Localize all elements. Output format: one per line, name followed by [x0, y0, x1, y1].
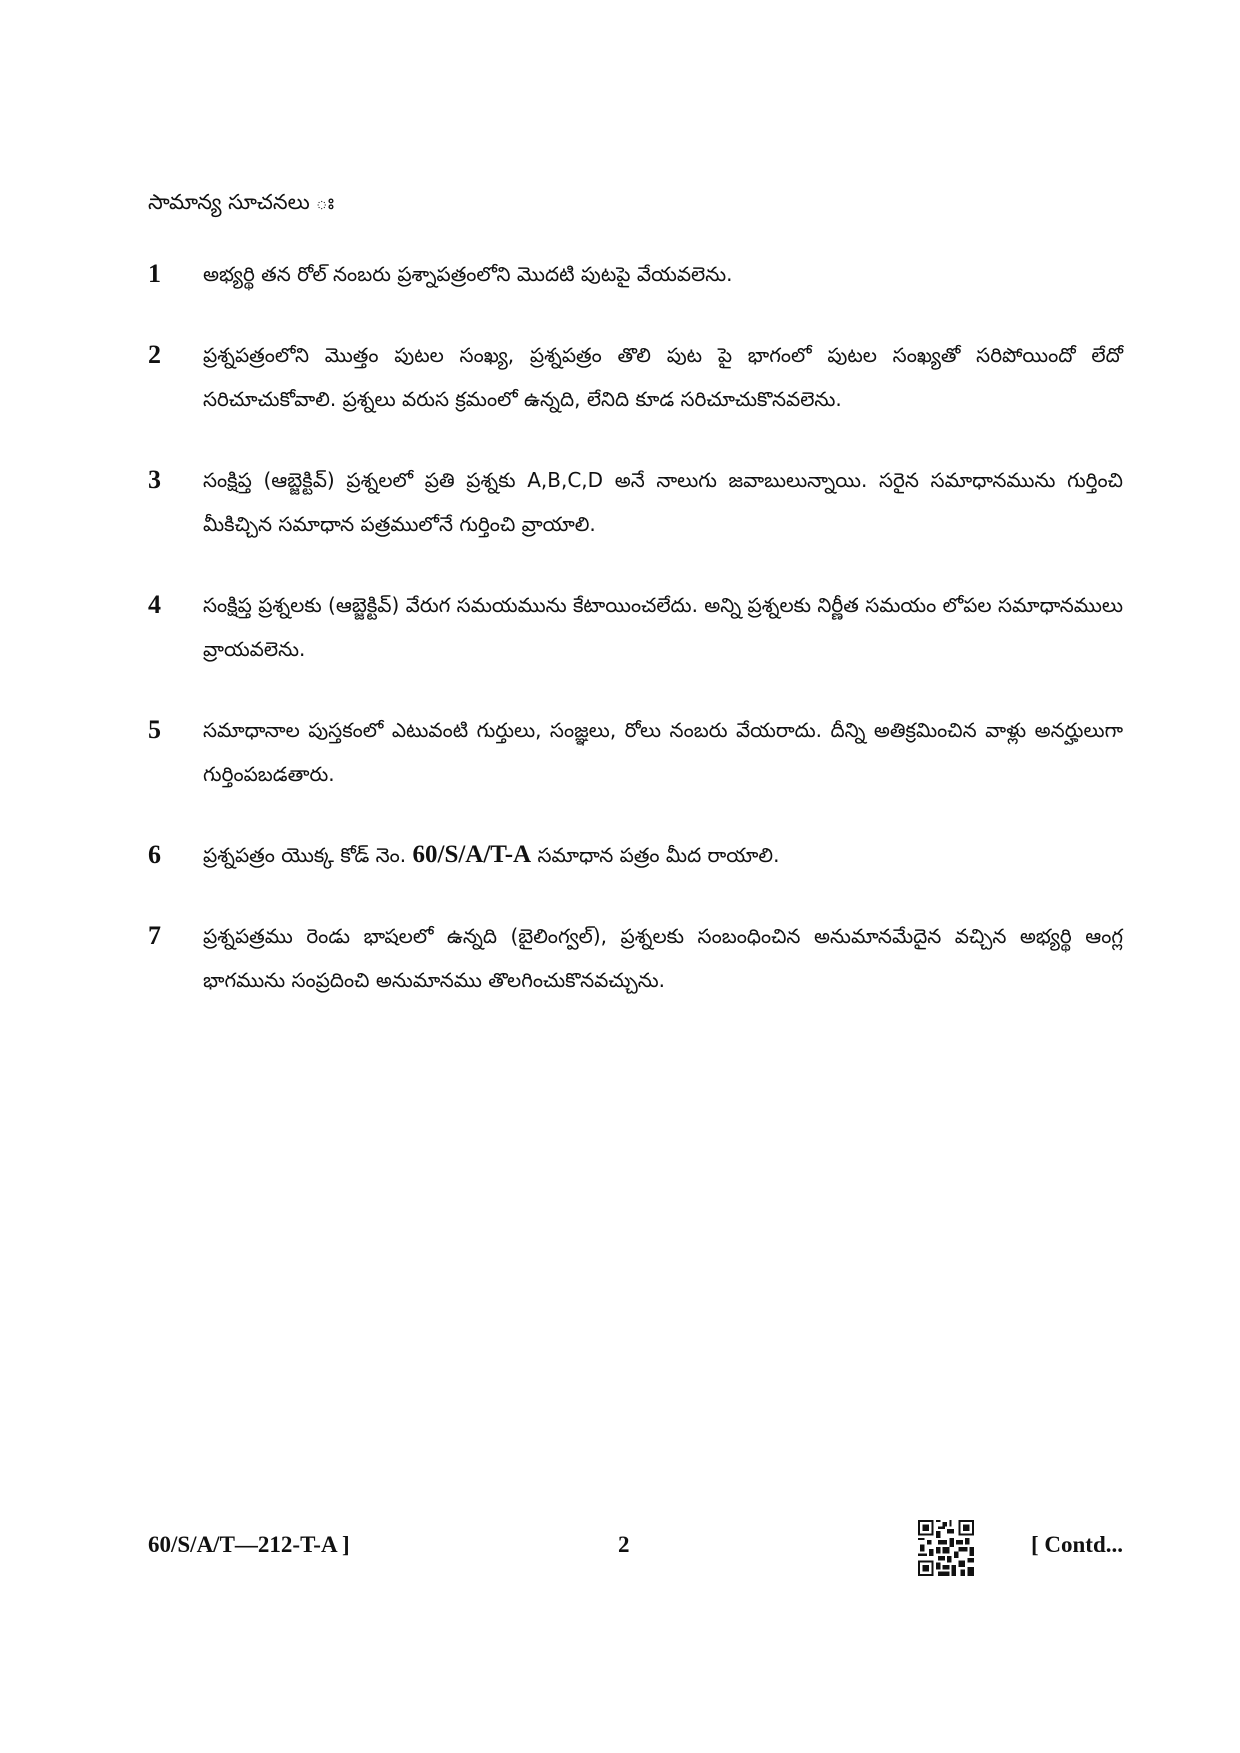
- page-footer: [148, 1520, 1123, 1580]
- instruction-number: 3: [148, 465, 161, 494]
- instruction-item: [148, 333, 1123, 421]
- instruction-number: 1: [148, 259, 161, 288]
- instruction-text: [203, 833, 1123, 877]
- continued-label: [ Contd...: [1030, 1532, 1123, 1557]
- instruction-item: [148, 458, 1123, 546]
- instruction-item: [148, 708, 1123, 796]
- instruction-text: అభ్యర్థి తన రోల్ నంబరు ప్రశ్నాపత్రంలోని మొదటి పుటపై వేయవలెను.: [203, 262, 733, 286]
- instructions-heading: సామాన్య సూచనలు ః: [148, 190, 335, 214]
- instruction-text: ప్రశ్నపత్రము రెండు భాషలలో ఉన్నది (బైలింగ్వల్), ప్రశ్నలకు సంబంధించిన అనుమానమేదైన వచ్చిన అభ్యర్థి ఆంగ్ల భాగమును సంప్రదించి అనుమానము తొలగించుకొనవచ్చును.: [203, 924, 1123, 992]
- instruction-text-before: ప్రశ్నపత్రం యొక్క కోడ్ నెం.: [203, 843, 407, 867]
- question-paper-code: 60/S/A/T-A: [412, 841, 532, 868]
- instruction-number: 4: [148, 590, 161, 619]
- footer-paper-code: 60/S/A/T—212-T-A ]: [148, 1532, 350, 1557]
- page-number: 2: [618, 1532, 630, 1557]
- instruction-item: [148, 833, 1123, 877]
- instruction-text: ప్రశ్నపత్రంలోని మొత్తం పుటల సంఖ్య, ప్రశ్నపత్రం తొలి పుట పై భాగంలో పుటల సంఖ్యతో సరిపోయిందో లేదో సరిచూచుకోవాలి. ప్రశ్నలు వరుస క్రమంలో ఉన్నది, లేనిది కూడ సరిచూచుకొనవలెను.: [203, 343, 1123, 411]
- instruction-text: సమాధానాల పుస్తకంలో ఎటువంటి గుర్తులు, సంజ్ఞలు, రోలు నంబరు వేయరాదు. దీన్ని అతిక్రమించిన వాళ్లు అనర్హులుగా గుర్తింపబడతారు.: [203, 718, 1123, 786]
- instruction-item: [148, 252, 1123, 296]
- qr-code-icon: [918, 1520, 974, 1576]
- instructions-list: [148, 252, 1123, 1039]
- instruction-item: [148, 583, 1123, 671]
- instruction-number: 7: [148, 921, 161, 950]
- instruction-text: సంక్షిప్త ప్రశ్నలకు (ఆబ్జెక్టివ్) వేరుగ సమయమును కేటాయించలేదు. అన్ని ప్రశ్నలకు నిర్ణీత సమయం లోపల సమాధానములు వ్రాయవలెను.: [203, 593, 1123, 661]
- instruction-number: 5: [148, 715, 161, 744]
- instruction-number: 2: [148, 340, 161, 369]
- instruction-text-after: సమాధాన పత్రం మీద రాయాలి.: [537, 843, 780, 867]
- instruction-item: [148, 914, 1123, 1002]
- instruction-number: 6: [148, 840, 161, 869]
- instruction-text: సంక్షిప్త (ఆబ్జెక్టివ్) ప్రశ్నలలో ప్రతి ప్రశ్నకు A,B,C,D అనే నాలుగు జవాబులున్నాయి. సరైన సమాధానమును గుర్తించి మీకిచ్చిన సమాధాన పత్రములోనే గుర్తించి వ్రాయాలి.: [203, 468, 1123, 536]
